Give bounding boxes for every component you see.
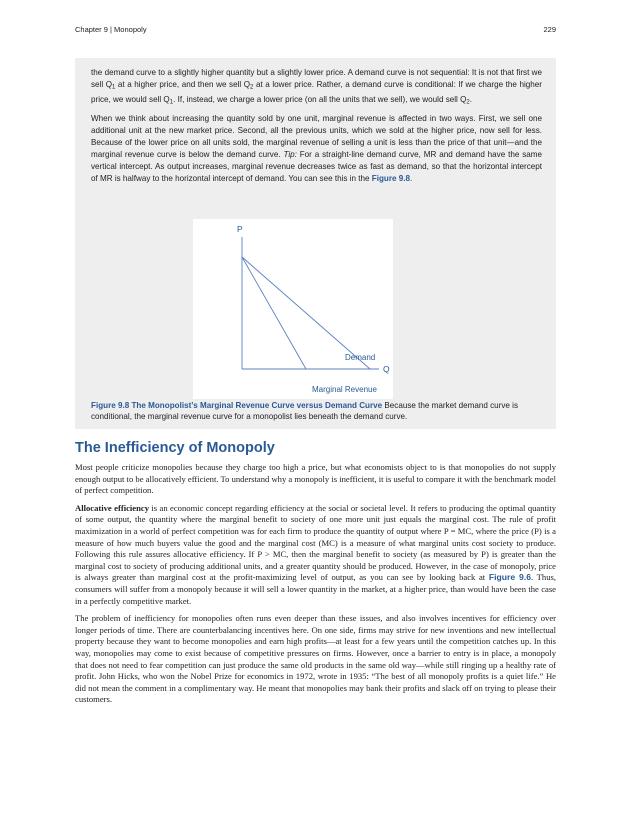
body-paragraph-1: Most people criticize monopolies because they charge too high a price, but what economists object to is that monopolies do not supply enough output to be allocatively efficient. To understand why a monopoly is inefficient, it is useful to compare it with the benchmark model of perfect competition. xyxy=(75,462,557,496)
y-axis-label: P xyxy=(237,224,243,234)
figure-9-8-link[interactable]: Figure 9.8 xyxy=(371,174,410,183)
section-title: The Inefficiency of Monopoly xyxy=(75,440,275,456)
demand-label: Demand xyxy=(345,353,376,362)
explanation-text xyxy=(91,67,542,190)
body-paragraph-3: The problem of inefficiency for monopolies often runs even deeper than these issues, and also involves incentives for efficiency over longer periods of time. There are counterbalancing incentives here. On one side, firms may strive for new inventions and new intellectual property because they want to become monopolies and earn high profits—at least for a few years until the competition catches up. In this way, monopolies may come to exist because of competitive pressures on firms. However, once a barrier to entry is in place, a monopoly that does not need to fear competition can just produce the same old products in the same old way—while still ringing up a healthy rate of profit. John Hicks, who won the Nobel Prize for economics in 1972, wrote in 1935: “The best of all monopoly profits is a quiet life.” He did not mean the comment in a complimentary way. He meant that monopolies may bank their profits and slack off on trying to please their customers. xyxy=(75,613,556,705)
body-text xyxy=(75,462,556,712)
box-paragraph-2: When we think about increasing the quantity sold by one unit, marginal revenue is affected in two ways. First, we sell one additional unit at the new market price. Second, all the previous units, which we sold at the higher price, now sell for less. Because of the lower price on all units sold, the marginal revenue of selling a unit is less than the price of that unit—and the marginal revenue curve is below the demand curve. Tip: For a straight-line demand curve, MR and demand have the same vertical intercept. As output increases, marginal revenue decreases twice as fast as demand, so that the horizontal intercept of MR is halfway to the horizontal intercept of demand. You can see this in the Figure 9.8. xyxy=(91,114,542,183)
explanation-box xyxy=(75,58,556,429)
caption-text: Because the market demand curve is conditional, the marginal revenue curve for a monopolist lies beneath the demand curve. xyxy=(91,401,519,421)
figure-caption xyxy=(91,400,542,422)
x-axis-label: Q xyxy=(383,364,390,374)
mr-label: Marginal Revenue xyxy=(312,385,377,394)
box-paragraph-1: the demand curve to a slightly higher quantity but a slightly lower price. A demand curve is not sequential: It is not that first we sell $Q_1$ at a higher price, and then we sell $Q_2$ at a lower price. Rather, a demand curve is conditional: If we charge the higher price, we would sell $Q_1$. If, instead, we charge a lower price (on all the units that we sell), we would sell $Q_2$. xyxy=(91,68,542,105)
body-paragraph-2: Allocative efficiency is an economic concept regarding efficiency at the social or societal level. It refers to producing the optimal quantity of some output, the quantity where the marginal benefit to society of one more unit just equals the marginal cost. The rule of profit maximization in a world of perfect competition was for each firm to produce the quantity of output where P = MC, where the price (P) is a measure of how much buyers value the good and the marginal cost (MC) is a measure of what marginal units cost society to produce. Following this rule assures allocative efficiency. If P > MC, then the marginal benefit to society (as measured by P) is greater than the marginal cost to society of producing additional units, and a greater quantity should be produced. However, in the case of monopoly, price is always greater than marginal cost at the profit-maximizing level of output, as you can see by looking back at Figure 9.6. Thus, consumers will suffer from a monopoly because it will sell a lower quantity in the market, at a higher price, than would have been the case in a perfectly competitive market. xyxy=(75,502,557,606)
page-number: 229 xyxy=(543,25,556,34)
caption-title: Figure 9.8 The Monopolist’s Marginal Revenue Curve versus Demand Curve xyxy=(91,401,383,410)
mr-demand-chart xyxy=(193,219,393,399)
figure-9-8 xyxy=(193,219,393,399)
running-header-chapter: Chapter 9 | Monopoly xyxy=(75,25,147,34)
key-term: Allocative efficiency xyxy=(75,502,149,513)
figure-9-6-link[interactable]: Figure 9.6 xyxy=(488,572,531,583)
marginal-revenue-curve xyxy=(242,257,306,369)
